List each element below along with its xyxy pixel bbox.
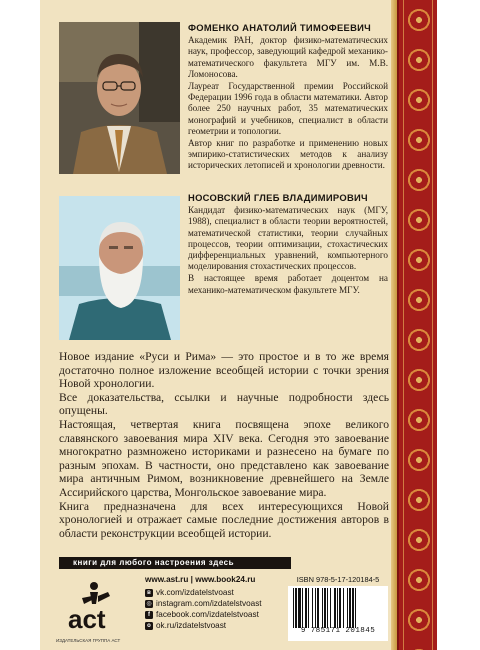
social-link-text: ok.ru/izdatelstvoast	[156, 621, 227, 630]
publisher-links	[145, 575, 262, 631]
barcode-digits: 9 785171 201845	[300, 627, 376, 635]
vk-icon: в	[145, 589, 153, 597]
social-link-instagram[interactable]	[145, 598, 262, 609]
isbn-block	[288, 575, 388, 641]
barcode-bars-icon	[291, 588, 385, 628]
book-annotation	[59, 350, 389, 540]
author-bio-nosovsky	[188, 192, 388, 297]
portrait-bearded-man	[59, 196, 180, 340]
ornament-band	[397, 0, 437, 650]
annotation-paragraph: Книга предназначена для всех интересующихся Новой хронологией и отражает самые последние достижения авторов в области реконструкции всеобщей истории.	[59, 499, 389, 540]
ast-logo-icon	[64, 578, 118, 638]
author-photo-fomenko	[59, 22, 180, 174]
social-link-text: facebook.com/izdatelstvoast	[156, 610, 259, 619]
svg-text:act: act	[68, 604, 106, 634]
book-back-cover	[40, 0, 437, 650]
publisher-caption: ИЗДАТЕЛЬСКАЯ ГРУППА АСТ	[56, 638, 121, 643]
bio-paragraph: Кандидат физико-математических наук (МГУ, 1988), специалист в области теории вероятностей, математической статистики, теории случайных процессов, теории оптимизации, стохастических дифференциальных уравнений, компьютерного моделирования стохастических процессов.	[188, 205, 388, 272]
bio-paragraph: В настоящее время работает доцентом на механико-математическом факультете МГУ.	[188, 273, 388, 295]
annotation-paragraph: Все доказательства, ссылки и научные подробности здесь опущены.	[59, 390, 389, 418]
isbn-number: ISBN 978-5-17-120184-5	[296, 575, 380, 584]
annotation-paragraph: Настоящая, четвертая книга посвящена эпохе великого славянского завоевания мира XIV века. Сегодня это завоевание многократно размножено историками и разнесено на бумаге по разным эпохам. В частности, оно представлено как завоевание мира античным Римом, возникновение древнейшего на Земле Ассирийского царства, Монгольское завоевание мира.	[59, 417, 389, 499]
social-link-text: instagram.com/izdatelstvoast	[156, 599, 262, 608]
author-name: ФОМЕНКО АНАТОЛИЙ ТИМОФЕЕВИЧ	[188, 22, 372, 33]
instagram-icon: ◎	[146, 600, 152, 607]
publisher-tagline: книги для любого настроения здесь	[59, 557, 291, 569]
social-link-odnoklassniki[interactable]	[145, 620, 262, 631]
ast-logo	[64, 578, 118, 638]
barcode	[288, 586, 388, 641]
bio-paragraph: Академик РАН, доктор физико-математических наук, профессор, заведующий кафедрой механико-математического факультета МГУ им. М.В. Ломоносова.	[188, 35, 388, 79]
publisher-websites[interactable]: www.ast.ru | www.book24.ru	[145, 575, 256, 584]
social-link-facebook[interactable]	[145, 609, 262, 620]
annotation-paragraph: Новое издание «Руси и Рима» — это простое и в то же время достаточно полное изложение всеобщей истории с точки зрения Новой хронологии.	[59, 350, 389, 391]
social-link-text: vk.com/izdatelstvoast	[156, 588, 234, 597]
bio-paragraph: Автор книг по разработке и применению новых эмпирико-статистических методов к анализу исторических летописей и хронологии древности.	[188, 138, 388, 171]
portrait-man-with-glasses	[59, 22, 180, 174]
author-name: НОСОВСКИЙ ГЛЕБ ВЛАДИМИРОВИЧ	[188, 192, 368, 203]
facebook-icon: f	[145, 611, 153, 619]
odnoklassniki-icon: о	[145, 622, 153, 630]
author-photo-nosovsky	[59, 196, 180, 340]
author-bio-fomenko	[188, 22, 388, 173]
bio-paragraph: Лауреат Государственной премии Российской Федерации 1996 года в области математики. Автор более 250 научных работ, 35 математических монографий и учебников, специалист в области геометрии и топологии.	[188, 81, 388, 136]
social-link-vk[interactable]	[145, 587, 262, 598]
